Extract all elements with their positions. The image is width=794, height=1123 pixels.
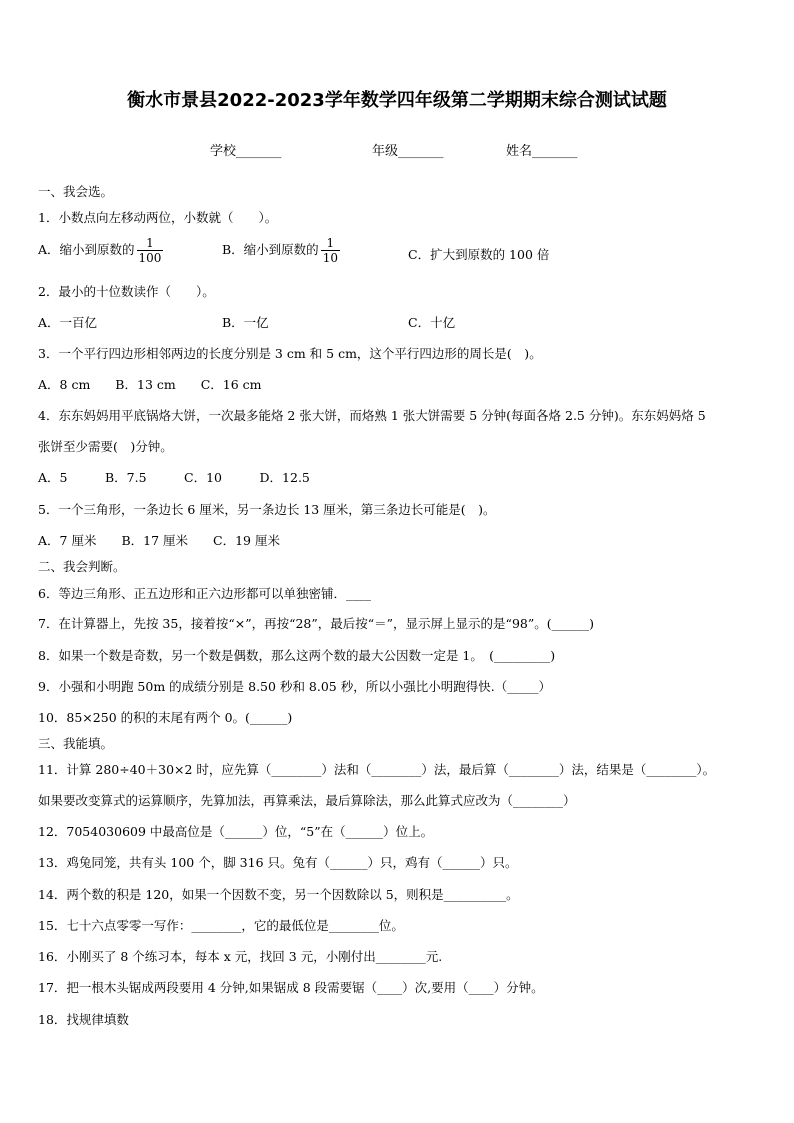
question-9: 9．小强和小明跑 50m 的成绩分别是 8.50 秒和 8.05 秒，所以小强比小明跑得快.（_____） [38,679,551,694]
question-7: 7．在计算器上，先按 35，接着按“×”，再按“28”，最后按“＝”，显示屏上显示的是“98”。(______) [38,616,594,631]
question-13: 13．鸡兔同笼，共有头 100 个，脚 316 只。兔有（______）只，鸡有（______）只。 [38,855,518,870]
question-2: 2．最小的十位数读作（ ）。 [38,284,215,299]
question-4-line-2: 张饼至少需要( )分钟。 [38,439,173,454]
q1-option-c: C．扩大到原数的 100 倍 [408,247,550,262]
q1-option-a [38,236,163,265]
q4-options: A．5 B．7.5 C．10 D．12.5 [38,470,310,485]
school-field: 学校_______ [210,144,282,159]
fraction-denominator: 100 [138,251,162,265]
fraction-1-10 [321,236,340,265]
fraction-denominator: 10 [322,251,338,265]
q2-option-a: A．一百亿 [38,315,98,330]
question-1: 1．小数点向左移动两位，小数就（ ）。 [38,210,278,225]
question-8: 8．如果一个数是奇数，另一个数是偶数，那么这两个数的最大公因数一定是 1。 (_________) [38,648,556,663]
question-3: 3．一个平行四边形相邻两边的长度分别是 3 cm 和 5 cm，这个平行四边形的周长是( )。 [38,346,542,361]
section-heading-3: 三、我能填。 [38,736,114,751]
question-15: 15．七十六点零零一写作：________，它的最低位是________位。 [38,918,404,933]
q1-option-a-text: A．缩小到原数的 [38,242,135,257]
question-5: 5．一个三角形，一条边长 6 厘米，另一条边长 13 厘米，第三条边长可能是( )。 [38,502,496,517]
fraction-numerator: 1 [326,236,335,250]
q3-options: A．8 cm B．13 cm C．16 cm [38,377,262,392]
question-16: 16．小刚买了 8 个练习本，每本 x 元，找回 3 元，小刚付出________元. [38,949,443,964]
section-heading-2: 二、我会判断。 [38,559,126,574]
q1-option-b-text: B．缩小到原数的 [222,242,319,257]
fraction-numerator: 1 [146,236,154,250]
name-field: 姓名_______ [506,144,578,159]
grade-field: 年级_______ [372,144,444,159]
question-4-line-1: 4．东东妈妈用平底锅烙大饼，一次最多能烙 2 张大饼，而烙熟 1 张大饼需要 5 分钟(每面各烙 2.5 分钟)。东东妈妈烙 5 [38,408,706,423]
question-14: 14．两个数的积是 120，如果一个因数不变，另一个因数除以 5，则积是__________。 [38,887,519,902]
q1-option-b [222,236,340,265]
section-heading-1: 一、我会选。 [38,184,114,199]
q2-option-b: B．一亿 [222,315,269,330]
question-11-line-2: 如果要改变算式的运算顺序，先算加法，再算乘法，最后算除法，那么此算式应改为（________） [38,793,576,808]
page-title: 衡水市景县2022-2023学年数学四年级第二学期期末综合测试试题 [127,90,667,111]
question-10: 10．85×250 的积的末尾有两个 0。(______) [38,710,293,725]
fraction-1-100 [137,236,164,265]
question-11-line-1: 11．计算 280÷40＋30×2 时，应先算（________）法和（________）法，最后算（________）法，结果是（________）。 [38,762,716,777]
question-18: 18．找规律填数 [38,1012,129,1027]
question-6: 6．等边三角形、正五边形和正六边形都可以单独密铺．____ [38,586,371,601]
question-12: 12．7054030609 中最高位是（______）位，“5”在（______）位上。 [38,824,434,839]
q5-options: A．7 厘米 B．17 厘米 C．19 厘米 [38,533,280,548]
q2-option-c: C．十亿 [408,315,456,330]
question-17: 17．把一根木头锯成两段要用 4 分钟,如果锯成 8 段需要锯（____）次,要用（____）分钟。 [38,980,544,995]
